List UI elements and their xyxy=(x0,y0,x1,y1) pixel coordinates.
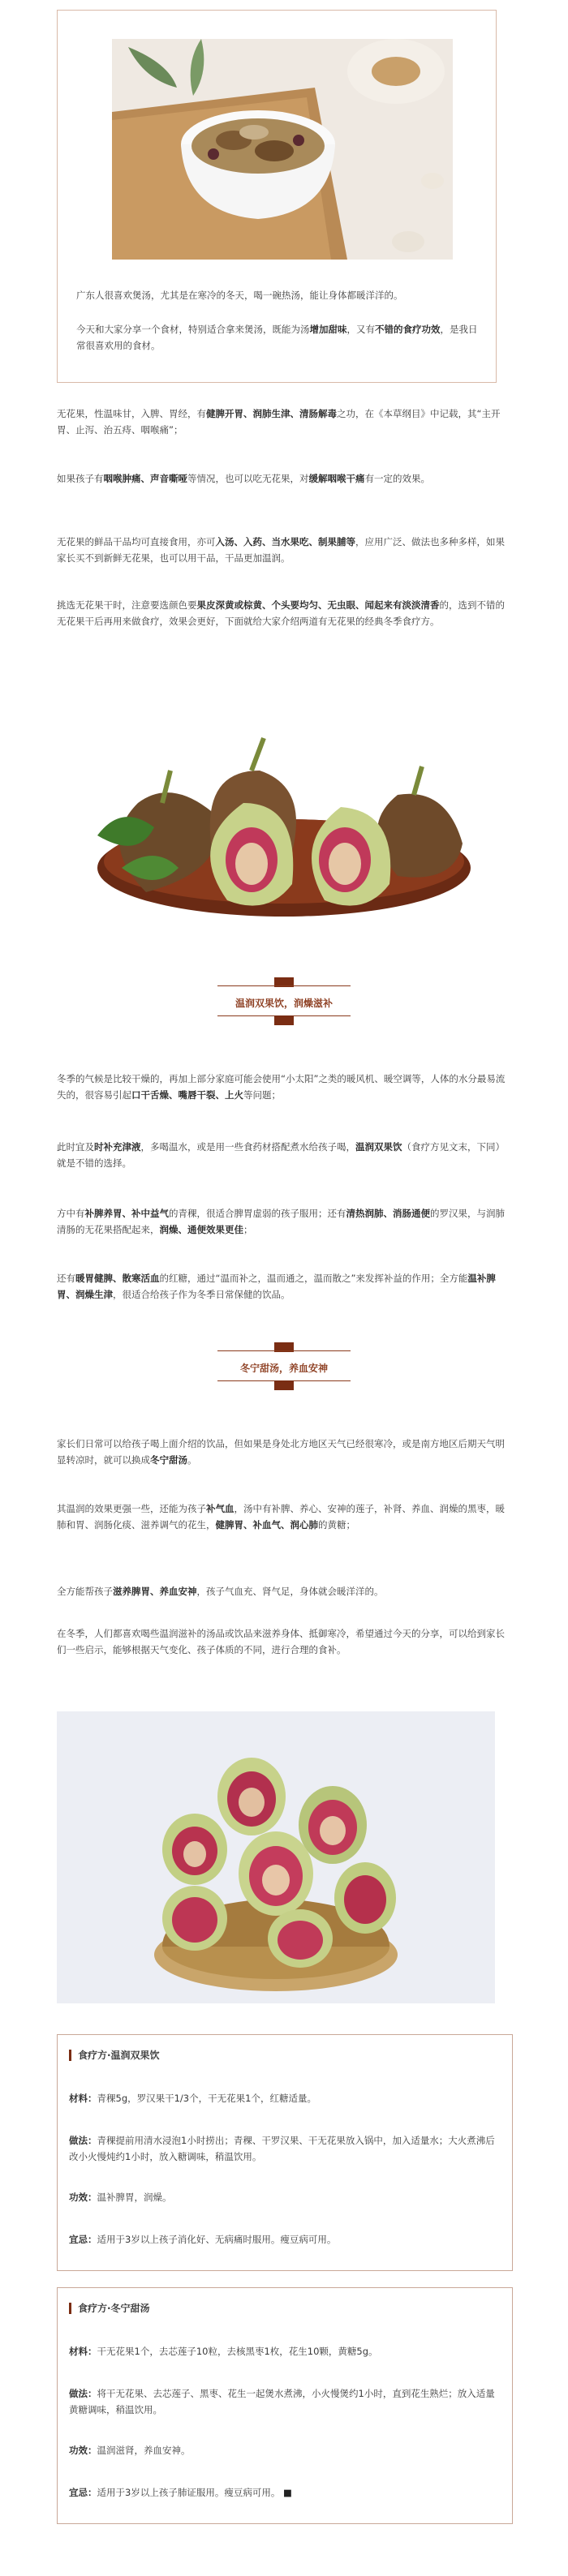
recipe-2-title: 食疗方·冬宁甜汤 xyxy=(69,2303,150,2314)
recipe-1-method: 做法：青稞提前用清水浸泡1小时捞出；青稞、干罗汉果、干无花果放入锅中，加入适量水；大火煮沸后改小火慢炖约1小时，放入糖调味，稍温饮用。 xyxy=(69,2135,495,2162)
recipe-1-cautions: 宜忌：适用于3岁以上孩子消化好、无病痛时服用。瘦豆病可用。 xyxy=(69,2234,337,2245)
recipe-card-2 xyxy=(57,2287,513,2524)
section1-paragraph-2: 此时宜及时补充津液，多喝温水，或是用一些食药材搭配煮水给孩子喝，温润双果饮（食疗方见文末，下同）就是不错的选择。 xyxy=(57,1141,505,1169)
recipe-2-method: 做法：将干无花果、去芯莲子、黑枣、花生一起煲水煮沸，小火慢煲约1小时，直到花生熟烂；放入适量黄糖调味，稍温饮用。 xyxy=(69,2388,495,2415)
body-paragraph-2: 如果孩子有咽喉肿痛、声音嘶哑等情况，也可以吃无花果，对缓解咽喉干痛有一定的效果。 xyxy=(57,473,430,484)
section1-paragraph-1: 冬季的气候是比较干燥的，再加上部分家庭可能会使用“小太阳”之类的暖风机、暖空调等，人体的水分最易流失的，很容易引起口干舌燥、嘴唇干裂、上火等问题； xyxy=(57,1073,506,1101)
section-title-2: 冬宁甜汤，养血安神 xyxy=(239,1363,328,1374)
soup-bowl-photo xyxy=(112,39,453,260)
fig-basket-photo xyxy=(57,1711,495,2003)
recipe-card-1 xyxy=(57,2034,513,2271)
fresh-figs-photo xyxy=(89,681,479,933)
intro-paragraph-1: 广东人很喜欢煲汤，尤其是在寒冷的冬天，喝一碗热汤，能让身体都暖洋洋的。 xyxy=(76,290,403,301)
section-heading-2 xyxy=(217,1342,351,1391)
recipe-1-ingredients: 材料：青稞5g，罗汉果干1/3个，干无花果1个，红糖适量。 xyxy=(69,2093,316,2104)
section1-paragraph-3: 方中有补脾养胃、补中益气的青稞，很适合脾胃虚弱的孩子服用；还有清热润肺、消肠通便的罗汉果，与润肺清肠的无花果搭配起来，润燥、通便效果更佳； xyxy=(57,1208,505,1235)
recipe-1-title: 食疗方·温润双果饮 xyxy=(69,2050,160,2061)
intro-paragraph-2: 今天和大家分享一个食材，特别适合拿来煲汤，既能为汤增加甜味，又有不错的食疗功效，是我日常很喜欢用的食材。 xyxy=(76,324,478,351)
section2-paragraph-3: 全方能帮孩子滋养脾胃、养血安神，孩子气血充、肾气足，身体就会暖洋洋的。 xyxy=(57,1586,384,1597)
section2-paragraph-2: 其温润的效果更强一些，还能为孩子补气血，汤中有补脾、养心、安神的莲子，补肾、养血、润燥的黑枣，暖肺和胃、润肠化痰、滋养调气的花生，健脾胃、补血气、润心肺的黄糖； xyxy=(57,1503,505,1531)
section-heading-1 xyxy=(217,977,351,1026)
body-paragraph-4: 挑选无花果干时，注意要选颜色要果皮深黄或棕黄、个头要均匀、无虫眼、闻起来有淡淡清香的，选到不错的无花果干后再用来做食疗，效果会更好，下面就给大家介绍两道有无花果的经典冬季食疗方。 xyxy=(57,599,505,627)
recipe-2-effect: 功效：温润滋肾，养血安神。 xyxy=(69,2445,191,2456)
section2-paragraph-4: 在冬季，人们都喜欢喝些温润滋补的汤品或饮品来滋养身体、抵御寒冷，希望通过今天的分享，可以给到家长们一些启示，能够根据天气变化、孩子体质的不同，进行合理的食补。 xyxy=(57,1628,505,1655)
section-title-1: 温润双果饮，润燥滋补 xyxy=(235,998,333,1009)
recipe-2-ingredients: 材料：干无花果1个，去芯莲子10粒，去核黑枣1枚，花生10颗，黄糖5g。 xyxy=(69,2346,378,2357)
recipe-2-cautions: 宜忌：适用于3岁以上孩子肺证服用。瘦豆病可用。 ■ xyxy=(69,2487,292,2498)
body-paragraph-1: 无花果，性温味甘，入脾、胃经，有健脾开胃、润肺生津、清肠解毒之功，在《本草纲目》中记载，其“主开胃、止泻、治五痔、咽喉痛”； xyxy=(57,408,501,436)
recipe-1-effect: 功效：温补脾胃，润燥。 xyxy=(69,2192,172,2203)
section2-paragraph-1: 家长们日常可以给孩子喝上面介绍的饮品，但如果是身处北方地区天气已经很寒冷，或是南方地区后期天气明显转凉时，就可以换成冬宁甜汤。 xyxy=(57,1438,505,1466)
body-paragraph-3: 无花果的鲜品干品均可直接食用，亦可入汤、入药、当水果吃、制果脯等，应用广泛、做法也多种多样，如果家长买不到新鲜无花果，也可以用干品，干品更加温润。 xyxy=(57,536,505,564)
end-mark: ■ xyxy=(282,2487,292,2498)
section1-paragraph-4: 还有暖胃健脾、散寒活血的红糖，通过“温而补之，温而通之，温而散之”来发挥补益的作用；全方能温补脾胃、润燥生津，很适合给孩子作为冬季日常保健的饮品。 xyxy=(57,1273,496,1300)
